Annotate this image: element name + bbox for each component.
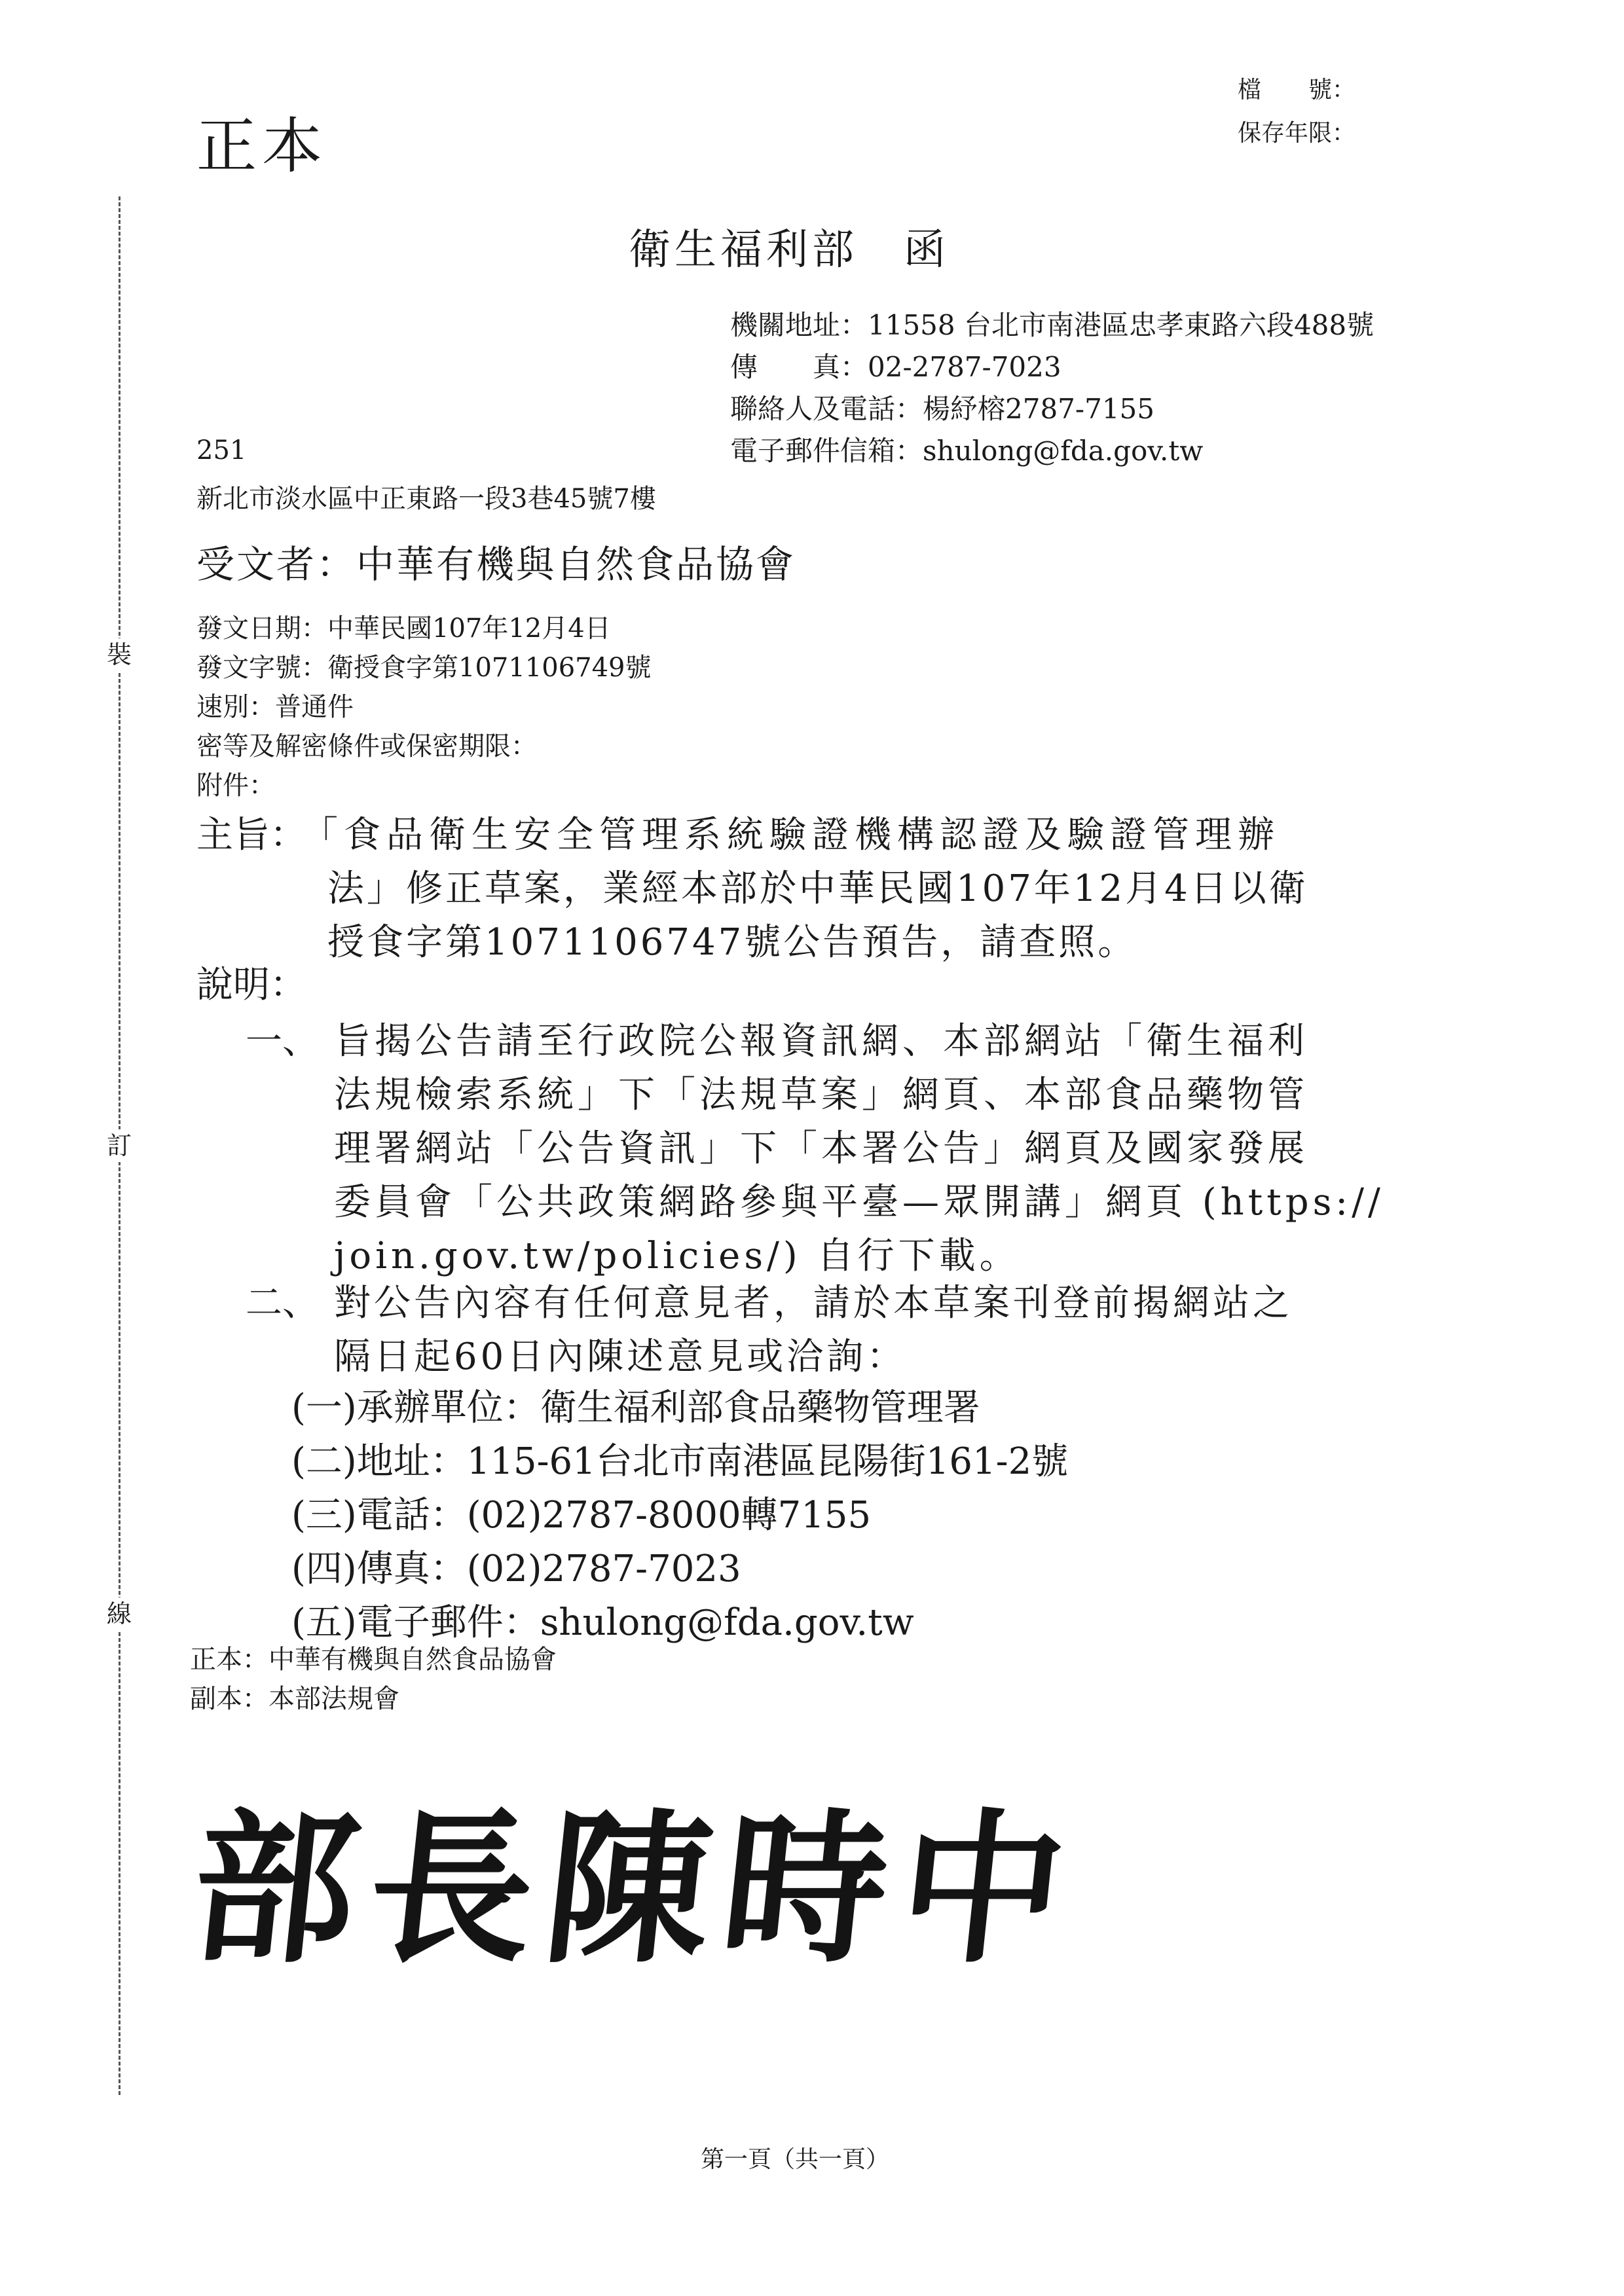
sub-item: (三)電話：(02)2787-8000轉7155 <box>291 1494 872 1537</box>
sub-item: (一)承辦單位：衛生福利部食品藥物管理署 <box>291 1387 980 1429</box>
agency-fax: 傳 真：02-2787-7023 <box>730 351 1061 383</box>
subject-label: 主旨： <box>196 814 306 856</box>
item-line: 隔日起60日內陳述意見或洽詢： <box>334 1336 907 1378</box>
agency-contact <box>730 304 1374 472</box>
minister-signature: 部長陳時中 <box>183 1793 1088 1985</box>
item-line: 委員會「公共政策網路參與平臺—眾開講」網頁 (https:// <box>334 1181 1384 1224</box>
document-title: 衛生福利部 函 <box>629 226 950 274</box>
item-line: 法規檢索系統」下「法規草案」網頁、本部食品藥物管 <box>334 1074 1308 1116</box>
item-line: 理署網站「公告資訊」下「本署公告」網頁及國家發展 <box>334 1127 1308 1170</box>
document-number: 發文字號：衛授食字第1071106749號 <box>196 653 652 683</box>
binding-mark-ding: 訂 <box>105 1129 134 1162</box>
item-line: join.gov.tw/policies/) 自行下載。 <box>334 1235 1020 1277</box>
agency-email: 電子郵件信箱：shulong@fda.gov.tw <box>730 435 1204 467</box>
agency-contact-person: 聯絡人及電話：楊紓榕2787-7155 <box>730 393 1154 425</box>
attachments: 附件： <box>196 771 275 801</box>
recipient: 受文者：中華有機與自然食品協會 <box>196 542 796 587</box>
retention-label: 保存年限： <box>1238 120 1356 147</box>
sub-item-list <box>291 1381 1068 1650</box>
binding-mark-zhuang: 裝 <box>105 638 134 671</box>
item-number: 二、 <box>246 1282 319 1324</box>
distribution <box>190 1640 557 1719</box>
file-info <box>1238 69 1356 155</box>
page-footer: 第一頁（共一頁） <box>701 2146 890 2173</box>
subject-line: 法」修正草案，業經本部於中華民國107年12月4日以衛 <box>327 867 1308 910</box>
sub-item: (四)傳真：(02)2787-7023 <box>291 1548 741 1590</box>
subject-line: 「食品衛生安全管理系統驗證機構認證及驗證管理辦 <box>301 814 1280 856</box>
issue-date: 發文日期：中華民國107年12月4日 <box>196 613 611 644</box>
sub-item: (二)地址：115-61台北市南港區昆陽街161-2號 <box>291 1440 1069 1483</box>
copy-mark-stamp: 正本 <box>196 111 328 181</box>
subject-line: 授食字第1071106747號公告預告，請查照。 <box>327 921 1137 964</box>
subject-body <box>301 809 1308 970</box>
distribution-original: 正本：中華有機與自然食品協會 <box>190 1645 557 1675</box>
sub-item: (五)電子郵件：shulong@fda.gov.tw <box>291 1601 914 1644</box>
file-number-label: 檔 號： <box>1238 77 1356 103</box>
binding-mark-xian: 線 <box>105 1597 134 1630</box>
recipient-address: 新北市淡水區中正東路一段3巷45號7樓 <box>196 484 656 514</box>
item-line: 旨揭公告請至行政院公報資訊網、本部網站「衛生福利 <box>334 1020 1308 1063</box>
recipient-postcode: 251 <box>196 435 247 465</box>
agency-address: 機關地址：11558 台北市南港區忠孝東路六段488號 <box>730 309 1375 341</box>
urgency: 速別：普通件 <box>196 692 354 722</box>
document-meta <box>196 609 652 805</box>
distribution-copy: 副本：本部法規會 <box>190 1684 399 1714</box>
classification: 密等及解密條件或保密期限： <box>196 731 537 761</box>
item-number: 一、 <box>246 1020 319 1063</box>
item-line: 對公告內容有任何意見者，請於本草案刊登前揭網站之 <box>334 1282 1293 1324</box>
description-label: 說明： <box>196 964 306 1006</box>
